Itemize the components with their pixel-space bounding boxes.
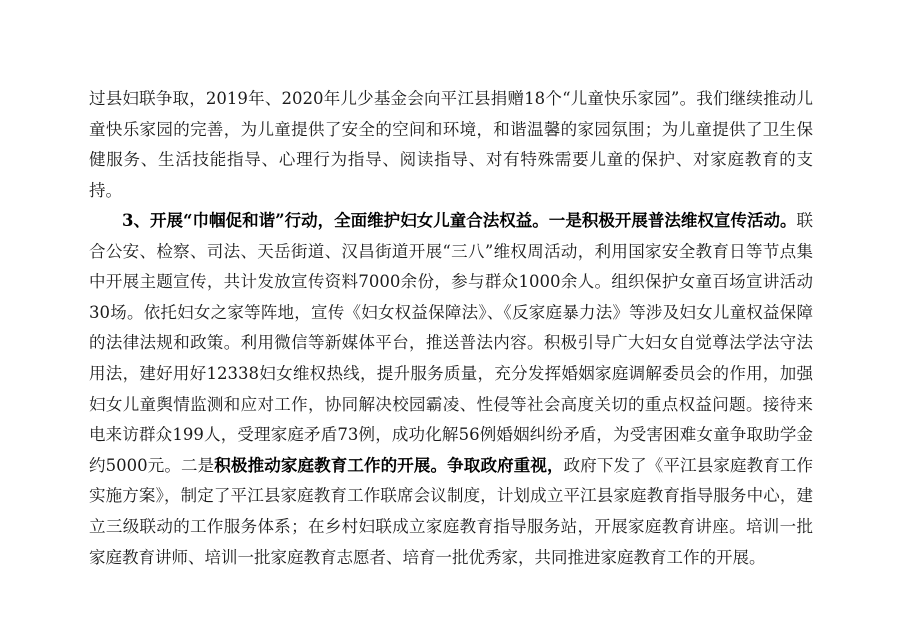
subheading-family-education: 积极推动家庭教育工作的开展。争取政府重视， xyxy=(214,455,564,475)
paragraph-text: 政府下发了《平江县家庭教育工作实施方案》，制定了平江县家庭教育工作联席会议制度，计划成立平江县家庭教育指导服务中心，建立三级联动的工作服务体系；在乡村妇联成立家庭教育指导服务站，开展家庭教育讲座。培训一批家庭教育讲师、培训一批家庭教育志愿者、培育一批优秀家，共同推进家庭教育工作的开展。 xyxy=(89,455,814,567)
section-heading: 3、开展“巾帼促和谐”行动，全面维护妇女儿童合法权益。一是积极开展普法维权宣传活动。 xyxy=(122,211,797,230)
paragraph-children-happy-homes xyxy=(89,84,813,206)
paragraph-women-children-rights xyxy=(89,206,813,573)
paragraph-text: 联合公安、检察、司法、天岳街道、汉昌街道开展“三八”维权周活动，利用国家安全教育日等节点集中开展主题宣传，共计发放宣传资料7000余份，参与群众1000余人。组织保护女童百场宣讲活动30场。依托妇女之家等阵地，宣传《妇女权益保障法》、《反家庭暴力法》等涉及妇女儿童权益保障的法律法规和政策。利用微信等新媒体平台，推送普法内容。积极引导广大妇女自觉尊法学法守法用法，建好用好12338妇女维权热线，提升服务质量，充分发挥婚姻家庭调解委员会的作用，加强妇女儿童舆情监测和应对工作，协同解决校园霸凌、性侵等社会高度关切的重点权益问题。接待来电来访群众199人，受理家庭矛盾73例，成功化解56例婚姻纠纷矛盾，为受害困难女童争取助学金约5000元。二是 xyxy=(89,211,813,475)
paragraph-text: 过县妇联争取，2019年、2020年儿少基金会向平江县捐赠18个“儿童快乐家园”。我们继续推动儿童快乐家园的完善，为儿童提供了安全的空间和环境，和谐温馨的家园氛围；为儿童提供了卫生保健服务、生活技能指导、心理行为指导、阅读指导、对有特殊需要儿童的保护、对家庭教育的支持。 xyxy=(89,89,813,200)
